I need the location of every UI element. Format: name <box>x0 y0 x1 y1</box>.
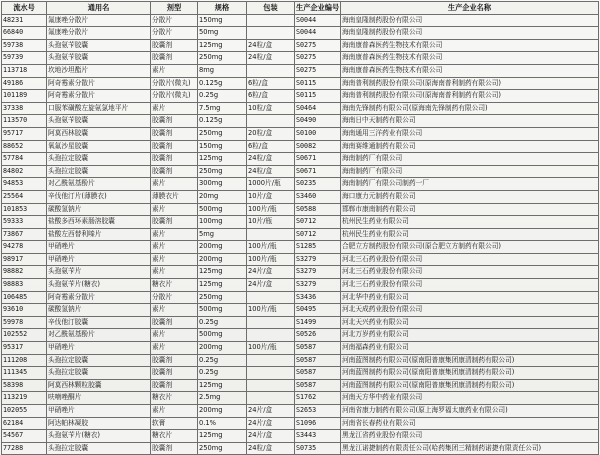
table-row <box>2 90 599 103</box>
specification-cell: 250mg <box>198 291 247 304</box>
table-row <box>2 241 599 254</box>
dosage-form-cell: 素片 <box>151 304 198 317</box>
manufacturer-name-cell: 海南通用三洋药业有限公司 <box>341 127 599 140</box>
specification-cell: 125mg <box>198 266 247 279</box>
manufacturer-name-cell: 海南康普森医药生物技术有限公司 <box>341 39 599 52</box>
manufacturer-name-cell: 海南康普森医药生物技术有限公司 <box>341 52 599 65</box>
manufacturer-code-cell: S0115 <box>295 77 341 90</box>
packaging-cell <box>247 354 295 367</box>
packaging-cell: 6粒/盒 <box>247 90 295 103</box>
generic-name-cell: 甲硝唑片 <box>47 405 151 418</box>
table-row <box>2 102 599 115</box>
header-manufacturer-name: 生产企业名称 <box>341 2 599 15</box>
packaging-cell: 24粒/盒 <box>247 153 295 166</box>
table-row <box>2 77 599 90</box>
serial-number-cell: 95317 <box>2 342 47 355</box>
manufacturer-name-cell: 河北天成药业股份有限公司 <box>341 304 599 317</box>
generic-name-cell: 头孢拉定胶囊 <box>47 153 151 166</box>
header-generic-name: 通用名 <box>47 2 151 15</box>
specification-cell: 5mg <box>198 228 247 241</box>
specification-cell: 50mg <box>198 27 247 40</box>
specification-cell: 100mg <box>198 216 247 229</box>
table-row <box>2 304 599 317</box>
manufacturer-name-cell: 河南省长春药业有限公司 <box>341 417 599 430</box>
serial-number-cell: 94278 <box>2 241 47 254</box>
packaging-cell: 24粒/盒 <box>247 39 295 52</box>
specification-cell: 0.125g <box>198 115 247 128</box>
generic-name-cell: 头孢氨苄片(糖衣) <box>47 279 151 292</box>
serial-number-cell: 111208 <box>2 354 47 367</box>
manufacturer-name-cell: 杭州民生药业有限公司 <box>341 216 599 229</box>
dosage-form-cell: 胶囊剂 <box>151 115 198 128</box>
dosage-form-cell: 素片 <box>151 405 198 418</box>
dosage-form-cell: 素片 <box>151 102 198 115</box>
specification-cell: 250mg <box>198 165 247 178</box>
packaging-cell <box>247 316 295 329</box>
packaging-cell <box>247 291 295 304</box>
header-dosage-form: 剂型 <box>151 2 198 15</box>
packaging-cell: 6粒/盒 <box>247 77 295 90</box>
dosage-form-cell: 胶囊剂 <box>151 127 198 140</box>
generic-name-cell: 头孢氨苄胶囊 <box>47 39 151 52</box>
dosage-form-cell: 胶囊剂 <box>151 316 198 329</box>
serial-number-cell: 49186 <box>2 77 47 90</box>
dosage-form-cell: 胶囊剂 <box>151 165 198 178</box>
packaging-cell <box>247 14 295 27</box>
manufacturer-code-cell: S0275 <box>295 39 341 52</box>
packaging-cell: 10片/盒 <box>247 190 295 203</box>
packaging-cell <box>247 115 295 128</box>
generic-name-cell: 头孢拉定胶囊 <box>47 367 151 380</box>
generic-name-cell: 阿达帕林凝胶 <box>47 417 151 430</box>
dosage-form-cell: 分散片 <box>151 14 198 27</box>
table-row <box>2 165 599 178</box>
manufacturer-name-cell: 河南蓝图制药有限公司(原南阳普康集团康清制药有限公司) <box>341 367 599 380</box>
dosage-form-cell: 胶囊剂 <box>151 354 198 367</box>
manufacturer-name-cell: 海南康普森医药生物技术有限公司 <box>341 64 599 77</box>
manufacturer-code-cell: S0495 <box>295 304 341 317</box>
generic-name-cell: 对乙酰氨基酚片 <box>47 329 151 342</box>
dosage-form-cell: 胶囊剂 <box>151 52 198 65</box>
specification-cell: 125mg <box>198 430 247 443</box>
serial-number-cell: 93610 <box>2 304 47 317</box>
serial-number-cell: 102552 <box>2 329 47 342</box>
serial-number-cell: 66840 <box>2 27 47 40</box>
table-header-row <box>2 2 599 15</box>
manufacturer-code-cell: S0490 <box>295 115 341 128</box>
manufacturer-name-cell: 河南蓝图制药有限公司(原南阳普康集团康清制药有限公司) <box>341 379 599 392</box>
serial-number-cell: 111345 <box>2 367 47 380</box>
specification-cell: 300mg <box>198 178 247 191</box>
dosage-form-cell: 胶囊剂 <box>151 39 198 52</box>
dosage-form-cell: 素片 <box>151 241 198 254</box>
manufacturer-code-cell: S1499 <box>295 316 341 329</box>
manufacturer-code-cell: S0671 <box>295 165 341 178</box>
generic-name-cell: 阿奇霉素分散片 <box>47 77 151 90</box>
generic-name-cell: 头孢拉定胶囊 <box>47 442 151 455</box>
specification-cell: 250mg <box>198 52 247 65</box>
serial-number-cell: 73867 <box>2 228 47 241</box>
dosage-form-cell: 糖衣片 <box>151 392 198 405</box>
packaging-cell <box>247 64 295 77</box>
table-row <box>2 379 599 392</box>
dosage-form-cell: 胶囊剂 <box>151 367 198 380</box>
table-row <box>2 354 599 367</box>
manufacturer-name-cell: 河南福森药业有限公司 <box>341 342 599 355</box>
table-body <box>2 14 599 455</box>
serial-number-cell: 37338 <box>2 102 47 115</box>
dosage-form-cell: 胶囊剂 <box>151 153 198 166</box>
generic-name-cell: 辛伐他汀胶囊 <box>47 316 151 329</box>
specification-cell: 20mg <box>198 190 247 203</box>
manufacturer-name-cell: 河北华中药业有限公司 <box>341 291 599 304</box>
table-row <box>2 430 599 443</box>
packaging-cell <box>247 392 295 405</box>
table-row <box>2 279 599 292</box>
specification-cell: 200mg <box>198 405 247 418</box>
specification-cell: 500mg <box>198 203 247 216</box>
table-row <box>2 266 599 279</box>
generic-name-cell: 头孢氨苄胶囊 <box>47 115 151 128</box>
manufacturer-code-cell: S0275 <box>295 52 341 65</box>
generic-name-cell: 坎地沙坦酯片 <box>47 64 151 77</box>
table-row <box>2 316 599 329</box>
serial-number-cell: 101853 <box>2 203 47 216</box>
specification-cell: 125mg <box>198 39 247 52</box>
manufacturer-code-cell: S1762 <box>295 392 341 405</box>
dosage-form-cell: 素片 <box>151 64 198 77</box>
specification-cell: 500mg <box>198 329 247 342</box>
packaging-cell: 100片/瓶 <box>247 304 295 317</box>
serial-number-cell: 25564 <box>2 190 47 203</box>
packaging-cell: 24片/盒 <box>247 430 295 443</box>
manufacturer-code-cell: S1096 <box>295 417 341 430</box>
generic-name-cell: 头孢氨苄片(糖衣) <box>47 430 151 443</box>
manufacturer-code-cell: S3436 <box>295 291 341 304</box>
packaging-cell: 24片/盒 <box>247 266 295 279</box>
manufacturer-name-cell: 海南皇隆制药股份有限公司 <box>341 14 599 27</box>
manufacturer-code-cell: S0712 <box>295 216 341 229</box>
generic-name-cell: 阿莫西林颗粒胶囊 <box>47 379 151 392</box>
manufacturer-name-cell: 河北万岁药业有限公司 <box>341 329 599 342</box>
header-packaging: 包装 <box>247 2 295 15</box>
generic-name-cell: 呋喃唑酮片 <box>47 392 151 405</box>
specification-cell: 0.25g <box>198 90 247 103</box>
manufacturer-name-cell: 河北三石药业股份有限公司 <box>341 253 599 266</box>
dosage-form-cell: 素片 <box>151 253 198 266</box>
manufacturer-name-cell: 杭州民生药业有限公司 <box>341 228 599 241</box>
table-row <box>2 178 599 191</box>
table-row <box>2 190 599 203</box>
manufacturer-name-cell: 河南蓝图制药有限公司(原南阳普康集团康清制药有限公司) <box>341 354 599 367</box>
manufacturer-code-cell: S2653 <box>295 405 341 418</box>
specification-cell: 150mg <box>198 140 247 153</box>
table-row <box>2 153 599 166</box>
dosage-form-cell: 胶囊剂 <box>151 442 198 455</box>
manufacturer-name-cell: 海南普利制药股份有限公司(原海南普利制药有限公司) <box>341 90 599 103</box>
serial-number-cell: 48231 <box>2 14 47 27</box>
manufacturer-code-cell: S0275 <box>295 64 341 77</box>
dosage-form-cell: 胶囊剂 <box>151 216 198 229</box>
generic-name-cell: 头孢氨苄片 <box>47 266 151 279</box>
manufacturer-code-cell: S1285 <box>295 241 341 254</box>
generic-name-cell: 碳酸氢钠片 <box>47 203 151 216</box>
packaging-cell: 10粒/盒 <box>247 102 295 115</box>
specification-cell: 250mg <box>198 442 247 455</box>
table-row <box>2 253 599 266</box>
dosage-form-cell: 素片 <box>151 329 198 342</box>
generic-name-cell: 盐酸多西环素肠溶胶囊 <box>47 216 151 229</box>
dosage-form-cell: 素片 <box>151 342 198 355</box>
manufacturer-name-cell: 河北天兴药业有限公司 <box>341 316 599 329</box>
serial-number-cell: 113570 <box>2 115 47 128</box>
manufacturer-code-cell: S0587 <box>295 367 341 380</box>
dosage-form-cell: 糖衣片 <box>151 430 198 443</box>
serial-number-cell: 113219 <box>2 392 47 405</box>
specification-cell: 125mg <box>198 279 247 292</box>
manufacturer-code-cell: S3279 <box>295 266 341 279</box>
specification-cell: 0.1% <box>198 417 247 430</box>
manufacturer-name-cell: 邯郸市康南制药有限公司 <box>341 203 599 216</box>
dosage-form-cell: 糖衣片 <box>151 279 198 292</box>
header-manufacturer-code: 生产企业编号 <box>295 2 341 15</box>
manufacturer-code-cell: S0712 <box>295 228 341 241</box>
packaging-cell <box>247 379 295 392</box>
generic-name-cell: 碳酸氢钠片 <box>47 304 151 317</box>
specification-cell: 0.125g <box>198 77 247 90</box>
serial-number-cell: 106485 <box>2 291 47 304</box>
packaging-cell: 24粒/盒 <box>247 442 295 455</box>
specification-cell: 0.25g <box>198 354 247 367</box>
table-row <box>2 140 599 153</box>
dosage-form-cell: 素片 <box>151 203 198 216</box>
packaging-cell: 1000片/瓶 <box>247 178 295 191</box>
table-row <box>2 442 599 455</box>
dosage-form-cell: 素片 <box>151 228 198 241</box>
manufacturer-code-cell: S0082 <box>295 140 341 153</box>
specification-cell: 0.25g <box>198 367 247 380</box>
manufacturer-code-cell: S0526 <box>295 329 341 342</box>
serial-number-cell: 113718 <box>2 64 47 77</box>
generic-name-cell: 口服苯磺酸左旋氨氯地平片 <box>47 102 151 115</box>
serial-number-cell: 94853 <box>2 178 47 191</box>
manufacturer-name-cell: 海南先锋制药有限公司(原海南先锋制药有限公司) <box>341 102 599 115</box>
table-row <box>2 367 599 380</box>
table-row <box>2 203 599 216</box>
serial-number-cell: 98882 <box>2 266 47 279</box>
manufacturer-name-cell: 合肥立方制药股份有限公司(原合肥立方制药有限公司) <box>341 241 599 254</box>
manufacturer-name-cell: 海南普利制药股份有限公司(原海南普利制药有限公司) <box>341 77 599 90</box>
manufacturer-name-cell: 海南赛维通制药有限公司 <box>341 140 599 153</box>
specification-cell: 8mg <box>198 64 247 77</box>
manufacturer-name-cell: 黑龙江诺捷制药有限责任公司(哈药集团三精制药诺捷有限责任公司) <box>341 442 599 455</box>
table-row <box>2 64 599 77</box>
manufacturer-code-cell: S0115 <box>295 90 341 103</box>
table-row <box>2 39 599 52</box>
header-serial-number: 流水号 <box>2 2 47 15</box>
manufacturer-name-cell: 海南日中天制药有限公司 <box>341 115 599 128</box>
manufacturer-name-cell: 黑龙江省药业股份有限公司 <box>341 430 599 443</box>
manufacturer-code-cell: S0588 <box>295 203 341 216</box>
generic-name-cell: 甲硝唑片 <box>47 342 151 355</box>
specification-cell: 250mg <box>198 127 247 140</box>
generic-name-cell: 辛伐他汀片(薄膜衣) <box>47 190 151 203</box>
packaging-cell: 100片/瓶 <box>247 203 295 216</box>
manufacturer-name-cell: 海南制药厂有限公司制药一厂 <box>341 178 599 191</box>
table-row <box>2 291 599 304</box>
manufacturer-name-cell: 海南制药厂有限公司 <box>341 165 599 178</box>
manufacturer-code-cell: S0587 <box>295 342 341 355</box>
dosage-form-cell: 分散片 <box>151 291 198 304</box>
manufacturer-code-cell: S0587 <box>295 379 341 392</box>
table-row <box>2 216 599 229</box>
generic-name-cell: 阿莫西林胶囊 <box>47 127 151 140</box>
specification-cell: 0.25g <box>198 316 247 329</box>
specification-cell: 2.5mg <box>198 392 247 405</box>
generic-name-cell: 氟康唑分散片 <box>47 14 151 27</box>
table-row <box>2 228 599 241</box>
serial-number-cell: 59739 <box>2 52 47 65</box>
manufacturer-code-cell: S3460 <box>295 190 341 203</box>
serial-number-cell: 59333 <box>2 216 47 229</box>
dosage-form-cell: 薄膜衣片 <box>151 190 198 203</box>
serial-number-cell: 59738 <box>2 39 47 52</box>
table-row <box>2 342 599 355</box>
generic-name-cell: 头孢拉定胶囊 <box>47 165 151 178</box>
dosage-form-cell: 素片 <box>151 178 198 191</box>
serial-number-cell: 88652 <box>2 140 47 153</box>
table-row <box>2 329 599 342</box>
dosage-form-cell: 胶囊剂 <box>151 140 198 153</box>
manufacturer-name-cell: 海南皇隆制药股份有限公司 <box>341 27 599 40</box>
specification-cell: 125mg <box>198 153 247 166</box>
packaging-cell <box>247 228 295 241</box>
generic-name-cell: 氧氟沙星胶囊 <box>47 140 151 153</box>
manufacturer-name-cell: 海南制药厂有限公司 <box>341 153 599 166</box>
packaging-cell: 20粒/盒 <box>247 127 295 140</box>
generic-name-cell: 甲硝唑片 <box>47 253 151 266</box>
packaging-cell: 24片/盒 <box>247 405 295 418</box>
serial-number-cell: 54567 <box>2 430 47 443</box>
generic-name-cell: 甲硝唑片 <box>47 241 151 254</box>
specification-cell: 200mg <box>198 241 247 254</box>
manufacturer-code-cell: S0587 <box>295 354 341 367</box>
packaging-cell: 6粒/盒 <box>247 140 295 153</box>
manufacturer-code-cell: S0100 <box>295 127 341 140</box>
serial-number-cell: 98883 <box>2 279 47 292</box>
manufacturer-name-cell: 河北三石药业股份有限公司 <box>341 266 599 279</box>
packaging-cell <box>247 367 295 380</box>
specification-cell: 200mg <box>198 253 247 266</box>
dosage-form-cell: 胶囊剂 <box>151 379 198 392</box>
serial-number-cell: 58398 <box>2 379 47 392</box>
serial-number-cell: 101189 <box>2 90 47 103</box>
dosage-form-cell: 分散片 <box>151 27 198 40</box>
specification-cell: 500mg <box>198 304 247 317</box>
specification-cell: 125mg <box>198 379 247 392</box>
manufacturer-code-cell: S0044 <box>295 27 341 40</box>
serial-number-cell: 98917 <box>2 253 47 266</box>
packaging-cell: 24片/盒 <box>247 279 295 292</box>
manufacturer-code-cell: S3279 <box>295 279 341 292</box>
packaging-cell: 10片/瓶 <box>247 216 295 229</box>
table-row <box>2 127 599 140</box>
generic-name-cell: 头孢氨苄胶囊 <box>47 52 151 65</box>
manufacturer-name-cell: 河南天方华中药业有限公司 <box>341 392 599 405</box>
specification-cell: 7.5mg <box>198 102 247 115</box>
manufacturer-name-cell: 海口康力元制药有限公司 <box>341 190 599 203</box>
table-row <box>2 52 599 65</box>
dosage-form-cell: 分散片(微丸) <box>151 77 198 90</box>
dosage-form-cell: 软膏 <box>151 417 198 430</box>
serial-number-cell: 77288 <box>2 442 47 455</box>
packaging-cell <box>247 329 295 342</box>
table-row <box>2 115 599 128</box>
packaging-cell: 24粒/盒 <box>247 52 295 65</box>
serial-number-cell: 59978 <box>2 316 47 329</box>
table-row <box>2 392 599 405</box>
table-row <box>2 417 599 430</box>
manufacturer-code-cell: S0671 <box>295 153 341 166</box>
table-row <box>2 27 599 40</box>
packaging-cell: 100片/瓶 <box>247 342 295 355</box>
manufacturer-name-cell: 河南省康力制药有限公司(原上海罗福太康药业有限公司) <box>341 405 599 418</box>
generic-name-cell: 头孢拉定胶囊 <box>47 354 151 367</box>
generic-name-cell: 氟康唑分散片 <box>47 27 151 40</box>
serial-number-cell: 57784 <box>2 153 47 166</box>
manufacturer-code-cell: S0464 <box>295 102 341 115</box>
table-row <box>2 14 599 27</box>
generic-name-cell: 对乙酰氨基酚片 <box>47 178 151 191</box>
serial-number-cell: 84802 <box>2 165 47 178</box>
header-specification: 规格 <box>198 2 247 15</box>
generic-name-cell: 阿奇霉素分散片 <box>47 291 151 304</box>
packaging-cell <box>247 27 295 40</box>
serial-number-cell: 62184 <box>2 417 47 430</box>
packaging-cell: 24粒/盒 <box>247 165 295 178</box>
generic-name-cell: 盐酸左西替利嗪片 <box>47 228 151 241</box>
generic-name-cell: 阿奇霉素分散片 <box>47 90 151 103</box>
dosage-form-cell: 分散片(微丸) <box>151 90 198 103</box>
specification-cell: 200mg <box>198 342 247 355</box>
drug-table <box>1 1 599 455</box>
manufacturer-code-cell: S0044 <box>295 14 341 27</box>
manufacturer-code-cell: S3443 <box>295 430 341 443</box>
packaging-cell: 100片/瓶 <box>247 241 295 254</box>
serial-number-cell: 102055 <box>2 405 47 418</box>
manufacturer-code-cell: S0235 <box>295 178 341 191</box>
dosage-form-cell: 素片 <box>151 266 198 279</box>
serial-number-cell: 95717 <box>2 127 47 140</box>
manufacturer-code-cell: S3279 <box>295 253 341 266</box>
manufacturer-name-cell: 河北三石药业股份有限公司 <box>341 279 599 292</box>
manufacturer-code-cell: S0735 <box>295 442 341 455</box>
packaging-cell: 24片/盒 <box>247 417 295 430</box>
table-row <box>2 405 599 418</box>
packaging-cell: 100片/瓶 <box>247 253 295 266</box>
specification-cell: 150mg <box>198 14 247 27</box>
